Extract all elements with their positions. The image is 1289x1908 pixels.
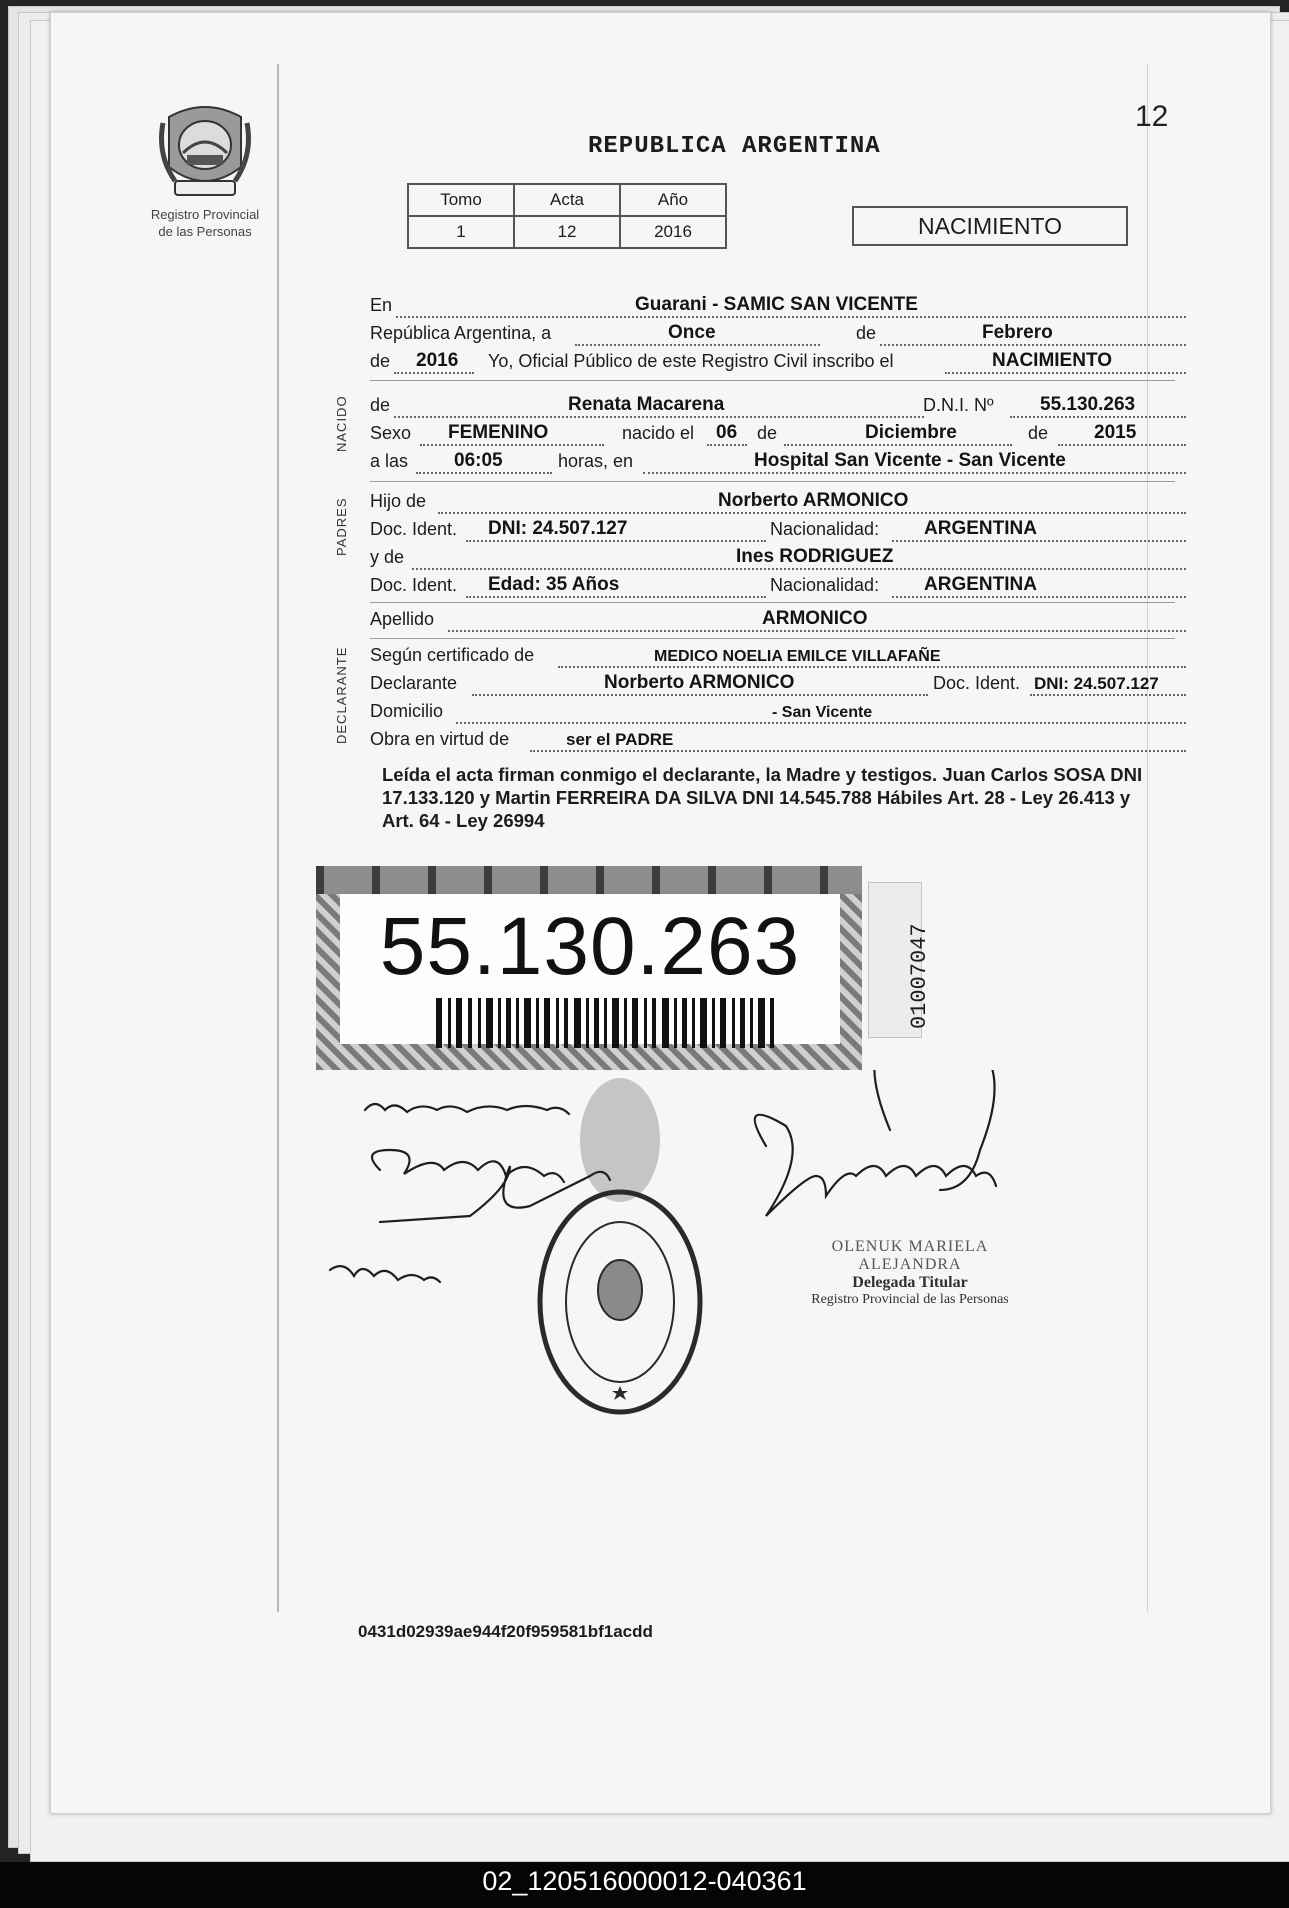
value-father-nationality: ARGENTINA — [924, 518, 1037, 539]
row-declarante — [370, 668, 1170, 696]
section-label-declarante: DECLARANTE — [334, 646, 349, 744]
label-republica: República Argentina, a — [370, 323, 552, 343]
label-obra: Obra en virtud de — [370, 729, 510, 749]
label-inscribo: Yo, Oficial Público de este Registro Civil inscribo el — [488, 351, 894, 371]
row-father-doc — [370, 514, 1170, 542]
row-certificado — [370, 640, 1170, 668]
value-mother: Ines RODRIGUEZ — [736, 546, 894, 567]
section-label-padres: PADRES — [334, 497, 349, 556]
label-certificado: Según certificado de — [370, 645, 535, 665]
label-nacionalidad2: Nacionalidad: — [770, 575, 880, 595]
value-father-doc: DNI: 24.507.127 — [488, 518, 628, 539]
official-stamp — [780, 1238, 1040, 1308]
section-divider — [370, 602, 1175, 603]
registry-value-anio: 2016 — [620, 216, 726, 248]
label-y-de: y de — [370, 547, 405, 567]
registry-table — [407, 183, 727, 249]
row-hijo-de — [370, 486, 1170, 514]
section-divider — [370, 481, 1175, 482]
value-dni: 55.130.263 — [1040, 394, 1136, 415]
provincial-seal-icon — [157, 95, 253, 205]
label-doc-ident3: Doc. Ident. — [933, 673, 1021, 693]
row-name — [370, 390, 1170, 418]
country-heading: REPUBLICA ARGENTINA — [588, 133, 881, 160]
value-day-words: Once — [668, 322, 716, 343]
row-en — [370, 290, 1170, 318]
logo-caption-line1: Registro Provincial — [150, 207, 260, 222]
label-doc-ident: Doc. Ident. — [370, 519, 458, 539]
official-role: Delegada Titular — [852, 1274, 968, 1291]
sticker-pattern-strip — [316, 866, 862, 894]
section-label-nacido: NACIDO — [334, 395, 349, 452]
label-nacido-el: nacido el — [622, 423, 695, 443]
value-event: NACIMIENTO — [992, 350, 1112, 371]
row-year — [370, 346, 1170, 374]
value-time: 06:05 — [454, 450, 503, 471]
side-code-text: 01007047 — [907, 923, 932, 1029]
scan-identifier: 02_120516000012-040361 — [482, 1866, 807, 1896]
value-mother-doc: Edad: 35 Años — [488, 574, 620, 595]
value-birth-year: 2015 — [1094, 422, 1137, 443]
registry-table-header-row — [408, 184, 726, 216]
official-name: OLENUK MARIELA ALEJANDRA — [831, 1238, 989, 1273]
value-declarant-doc: DNI: 24.507.127 — [1034, 674, 1159, 693]
record-type-box: NACIMIENTO — [852, 206, 1128, 246]
row-republica — [370, 318, 1170, 346]
dni-sticker — [316, 866, 862, 1070]
row-obra — [370, 724, 1170, 752]
label-apellido: Apellido — [370, 609, 435, 629]
label-domicilio: Domicilio — [370, 701, 444, 721]
label-dni: D.N.I. Nº — [923, 395, 994, 415]
label-de-month: de — [757, 423, 778, 443]
label-en: En — [370, 295, 393, 315]
sheet-number: 12 — [1135, 100, 1169, 133]
logo-caption-line2: de las Personas — [158, 224, 252, 239]
registry-table-value-row — [408, 216, 726, 248]
sticker-dni-number: 55.130.263 — [379, 901, 801, 992]
label-declarante: Declarante — [370, 673, 458, 693]
section-divider — [370, 380, 1175, 381]
row-hora — [370, 446, 1170, 474]
label-nacionalidad: Nacionalidad: — [770, 519, 880, 539]
registry-header-tomo: Tomo — [408, 184, 514, 216]
label-de-year: de — [370, 351, 391, 371]
value-surname: ARMONICO — [762, 608, 868, 629]
label-de-year2: de — [1028, 423, 1049, 443]
value-capacity: ser el PADRE — [566, 730, 674, 749]
value-name: Renata Macarena — [568, 394, 725, 415]
value-birth-place: Hospital San Vicente - San Vicente — [754, 450, 1066, 471]
row-sexo — [370, 418, 1170, 446]
value-month: Febrero — [982, 322, 1053, 343]
document-hash: 0431d02939ae944f20f959581bf1acdd — [358, 1622, 653, 1641]
label-a-las: a las — [370, 451, 409, 471]
registry-value-acta: 12 — [514, 216, 620, 248]
fingerprint-icon — [580, 1078, 660, 1202]
value-birth-day: 06 — [716, 422, 738, 443]
value-year: 2016 — [416, 350, 459, 371]
section-divider — [370, 638, 1175, 639]
sticker-card — [340, 894, 840, 1044]
barcode-icon — [436, 998, 776, 1048]
value-mother-nationality: ARGENTINA — [924, 574, 1037, 595]
registry-header-anio: Año — [620, 184, 726, 216]
value-declarant: Norberto ARMONICO — [604, 672, 795, 693]
label-de-name: de — [370, 395, 391, 415]
value-father: Norberto ARMONICO — [718, 490, 909, 511]
row-apellido — [370, 604, 1170, 632]
registry-logo — [120, 95, 290, 239]
value-place: Guarani - SAMIC SAN VICENTE — [635, 294, 918, 315]
label-doc-ident2: Doc. Ident. — [370, 575, 458, 595]
label-sexo: Sexo — [370, 423, 412, 443]
registry-header-acta: Acta — [514, 184, 620, 216]
value-sexo: FEMENINO — [448, 422, 549, 443]
value-address: - San Vicente — [772, 704, 873, 721]
closing-statement: Leída el acta firman conmigo el declarante, la Madre y testigos. Juan Carlos SOSA DNI 17.133.120 y Martin FERREIRA DA SILVA DNI 14.545.788 Hábiles Art. 28 - Ley 26.413 y Art. 64 - Ley 26994 — [382, 764, 1143, 831]
official-org: Registro Provincial de las Personas — [811, 1292, 1009, 1307]
sticker-side-code — [868, 882, 932, 1038]
row-y-de — [370, 542, 1170, 570]
registry-value-tomo: 1 — [408, 216, 514, 248]
label-de: de — [856, 323, 877, 343]
label-hijo-de: Hijo de — [370, 491, 427, 511]
row-mother-doc — [370, 570, 1170, 598]
value-certificate: MEDICO NOELIA EMILCE VILLAFAÑE — [654, 648, 941, 665]
row-domicilio — [370, 696, 1170, 724]
official-seal-icon — [540, 1192, 700, 1412]
value-birth-month: Diciembre — [865, 422, 957, 443]
label-horas-en: horas, en — [558, 451, 634, 471]
